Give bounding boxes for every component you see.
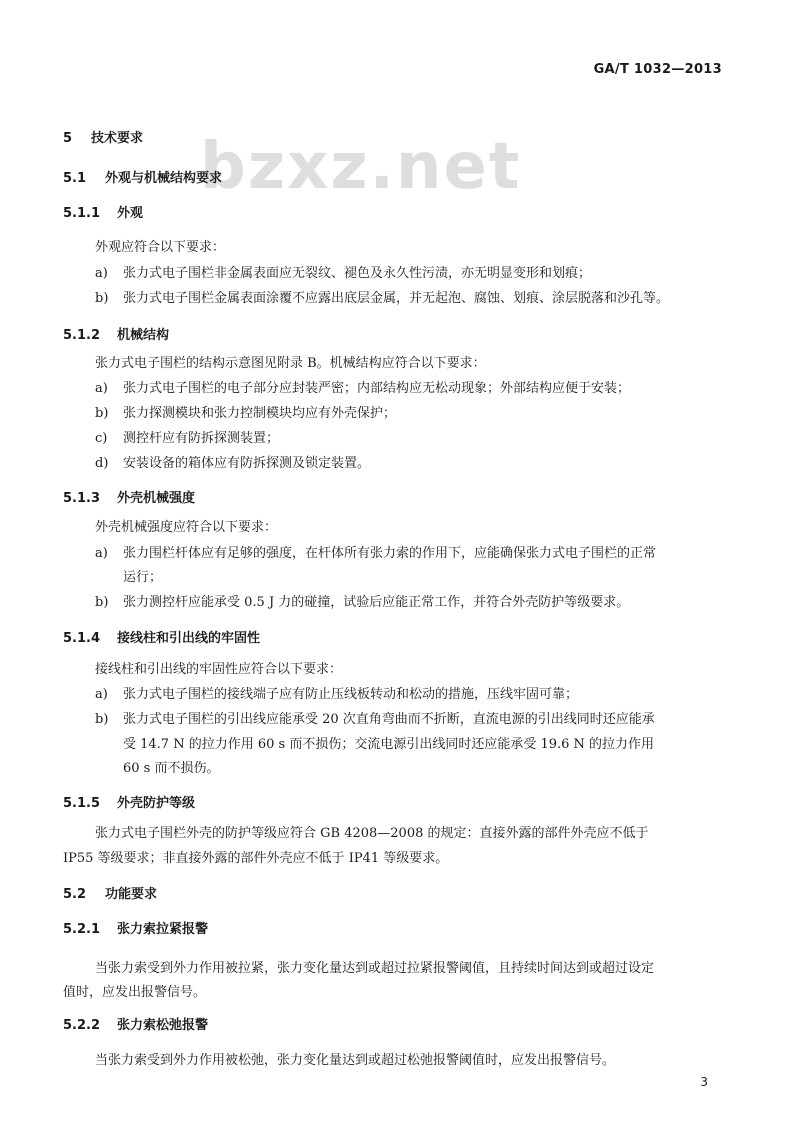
list-item bbox=[95, 687, 578, 703]
page-number: 3 bbox=[700, 1075, 708, 1089]
list-item bbox=[95, 406, 396, 422]
list-text: 安装设备的箱体应有防拆探测及锁定装置。 bbox=[123, 456, 371, 471]
paragraph-continuation: 值时，应发出报警信号。 bbox=[63, 985, 207, 1000]
section-number: 5.1.3 bbox=[63, 491, 101, 506]
list-item bbox=[95, 595, 629, 611]
list-text: 张力测控杆应能承受 0.5 J 力的碰撞，试验后应能正常工作，并符合外壳防护等级要求。 bbox=[123, 595, 630, 610]
section-title: 外观 bbox=[117, 206, 144, 221]
list-text-continuation: 运行； bbox=[123, 570, 163, 585]
section-5-1-4-heading bbox=[63, 631, 260, 647]
section-5-2-heading bbox=[63, 887, 157, 903]
section-title: 外壳机械强度 bbox=[117, 491, 196, 506]
section-title: 张力索松弛报警 bbox=[117, 1018, 209, 1033]
section-5-1-2-heading bbox=[63, 328, 169, 344]
section-title: 技术要求 bbox=[91, 131, 144, 146]
section-number: 5.2 bbox=[63, 887, 87, 902]
section-title: 接线柱和引出线的牢固性 bbox=[117, 631, 261, 646]
section-5-2-2-heading bbox=[63, 1018, 208, 1034]
section-number: 5.2.1 bbox=[63, 922, 101, 937]
section-title: 张力索拉紧报警 bbox=[117, 922, 209, 937]
paragraph: 接线柱和引出线的牢固性应符合以下要求： bbox=[95, 662, 343, 677]
list-item bbox=[95, 266, 591, 282]
paragraph: 外观应符合以下要求： bbox=[95, 240, 226, 255]
paragraph: 张力式电子围栏的结构示意图见附录 B。机械结构应符合以下要求： bbox=[95, 356, 486, 371]
paragraph: 外壳机械强度应符合以下要求： bbox=[95, 520, 278, 535]
section-5-1-heading bbox=[63, 171, 222, 187]
list-label: b) bbox=[95, 406, 109, 421]
list-label: c) bbox=[95, 431, 108, 446]
list-text: 张力探测模块和张力控制模块均应有外壳保护； bbox=[123, 406, 397, 421]
watermark: bzxz.net bbox=[200, 130, 522, 204]
list-label: a) bbox=[95, 266, 108, 281]
section-number: 5.1.5 bbox=[63, 796, 101, 811]
list-label: b) bbox=[95, 595, 109, 610]
list-item bbox=[95, 431, 279, 447]
list-item bbox=[95, 712, 655, 728]
list-text-continuation: 受 14.7 N 的拉力作用 60 s 而不损伤；交流电源引出线同时还应能承受 19.6 N 的拉力作用 bbox=[123, 737, 655, 752]
list-text: 测控杆应有防拆探测装置； bbox=[123, 431, 280, 446]
list-item bbox=[95, 546, 656, 562]
section-number: 5.1.1 bbox=[63, 206, 101, 221]
standard-code: GA/T 1032—2013 bbox=[593, 62, 722, 77]
list-label: b) bbox=[95, 291, 109, 306]
section-number: 5 bbox=[63, 131, 73, 146]
list-text: 张力式电子围栏金属表面涂覆不应露出底层金属，并无起泡、腐蚀、划痕、涂层脱落和沙孔等。 bbox=[123, 291, 670, 306]
section-5-1-3-heading bbox=[63, 491, 195, 507]
list-text: 张力式电子围栏的接线端子应有防止压线板转动和松动的措施，压线牢固可靠； bbox=[123, 687, 579, 702]
section-5-1-1-heading bbox=[63, 206, 143, 222]
list-label: a) bbox=[95, 687, 108, 702]
section-number: 5.2.2 bbox=[63, 1018, 101, 1033]
paragraph: 张力式电子围栏外壳的防护等级应符合 GB 4208—2008 的规定：直接外露的部件外壳应不低于 bbox=[95, 826, 649, 841]
list-text: 张力式电子围栏的引出线应能承受 20 次直角弯曲而不折断，直流电源的引出线同时还应能承 bbox=[123, 712, 655, 727]
list-label: d) bbox=[95, 456, 109, 471]
section-5-1-5-heading bbox=[63, 796, 195, 812]
list-label: a) bbox=[95, 546, 108, 561]
list-label: b) bbox=[95, 712, 109, 727]
list-item bbox=[95, 291, 669, 307]
paragraph-continuation: IP55 等级要求；非直接外露的部件外壳应不低于 IP41 等级要求。 bbox=[63, 851, 449, 866]
list-text: 张力式电子围栏非金属表面应无裂纹、褪色及永久性污渍，亦无明显变形和划痕； bbox=[123, 266, 592, 281]
section-number: 5.1.2 bbox=[63, 328, 101, 343]
list-text: 张力式电子围栏的电子部分应封装严密；内部结构应无松动现象；外部结构应便于安装； bbox=[123, 381, 631, 396]
list-label: a) bbox=[95, 381, 108, 396]
list-item bbox=[95, 381, 630, 397]
section-title: 功能要求 bbox=[105, 887, 158, 902]
paragraph: 当张力索受到外力作用被拉紧，张力变化量达到或超过拉紧报警阈值，且持续时间达到或超过设定 bbox=[95, 961, 655, 976]
section-title: 外壳防护等级 bbox=[117, 796, 196, 811]
section-title: 外观与机械结构要求 bbox=[105, 171, 223, 186]
paragraph: 当张力索受到外力作用被松弛，张力变化量达到或超过松弛报警阈值时，应发出报警信号。 bbox=[95, 1053, 616, 1068]
list-text-continuation: 60 s 而不损伤。 bbox=[123, 761, 220, 776]
section-number: 5.1.4 bbox=[63, 631, 101, 646]
list-text: 张力围栏杆体应有足够的强度，在杆体所有张力索的作用下，应能确保张力式电子围栏的正常 bbox=[123, 546, 657, 561]
section-5-heading bbox=[63, 131, 143, 147]
list-item bbox=[95, 456, 370, 472]
section-5-2-1-heading bbox=[63, 922, 208, 938]
section-title: 机械结构 bbox=[117, 328, 170, 343]
section-number: 5.1 bbox=[63, 171, 87, 186]
